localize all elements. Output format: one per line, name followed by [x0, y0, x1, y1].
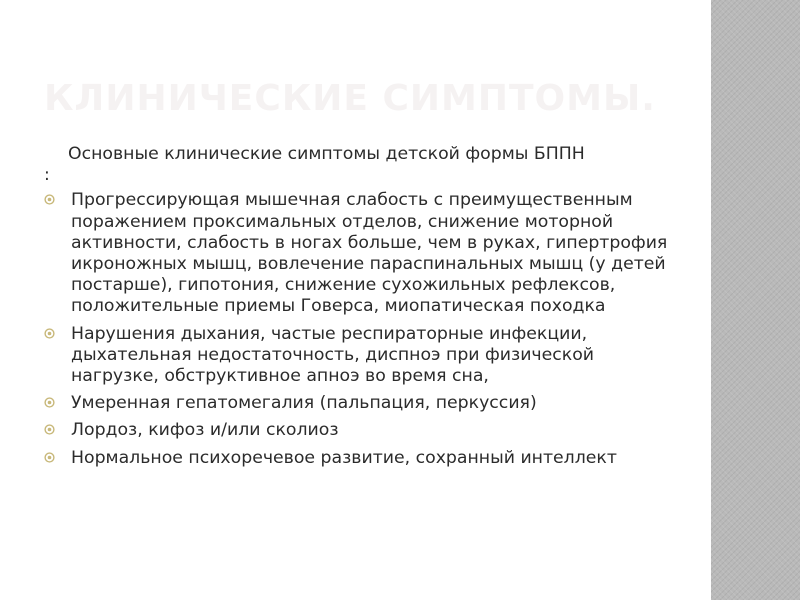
intro-colon: :: [44, 165, 50, 186]
list-item-text: Лордоз, кифоз и/или сколиоз: [71, 420, 339, 441]
list-item-text: Нормальное психоречевое развитие, сохранный интеллект: [71, 447, 617, 468]
slide-content: [44, 144, 669, 475]
list-item: [44, 324, 669, 388]
circle-bullet-icon: [44, 194, 55, 205]
circle-bullet-icon: [44, 424, 55, 435]
list-item: [44, 190, 669, 317]
circle-bullet-icon: [44, 397, 55, 408]
intro-line: Основные клинические симптомы детской формы БППН: [68, 144, 585, 164]
symptom-list: [44, 190, 669, 468]
list-item: [44, 393, 669, 414]
circle-bullet-icon: [44, 328, 55, 339]
circle-bullet-icon: [44, 452, 55, 463]
list-item: [44, 420, 669, 441]
side-decoration-strip: [711, 0, 800, 600]
list-item-text: Умеренная гепатомегалия (пальпация, перкуссия): [71, 393, 537, 414]
list-item-text: Прогрессирующая мышечная слабость с преимущественным поражением проксимальных отделов, снижение моторной активности, слабость в ногах больше, чем в руках, гипертрофия икроножных мышц, вовлечение параспинальных мышц (у детей постарше), гипотония, снижение сухожильных рефлексов, положительные приемы Говерса, миопатическая походка: [71, 190, 668, 317]
slide-title: КЛИНИЧЕСКИЕ СИМПТОМЫ.: [44, 78, 656, 119]
list-item: [44, 448, 669, 469]
intro-text: [44, 144, 669, 186]
list-item-text: Нарушения дыхания, частые респираторные инфекции, дыхательная недостаточность, диспноэ при физической нагрузке, обструктивное апноэ во время сна,: [71, 323, 595, 387]
